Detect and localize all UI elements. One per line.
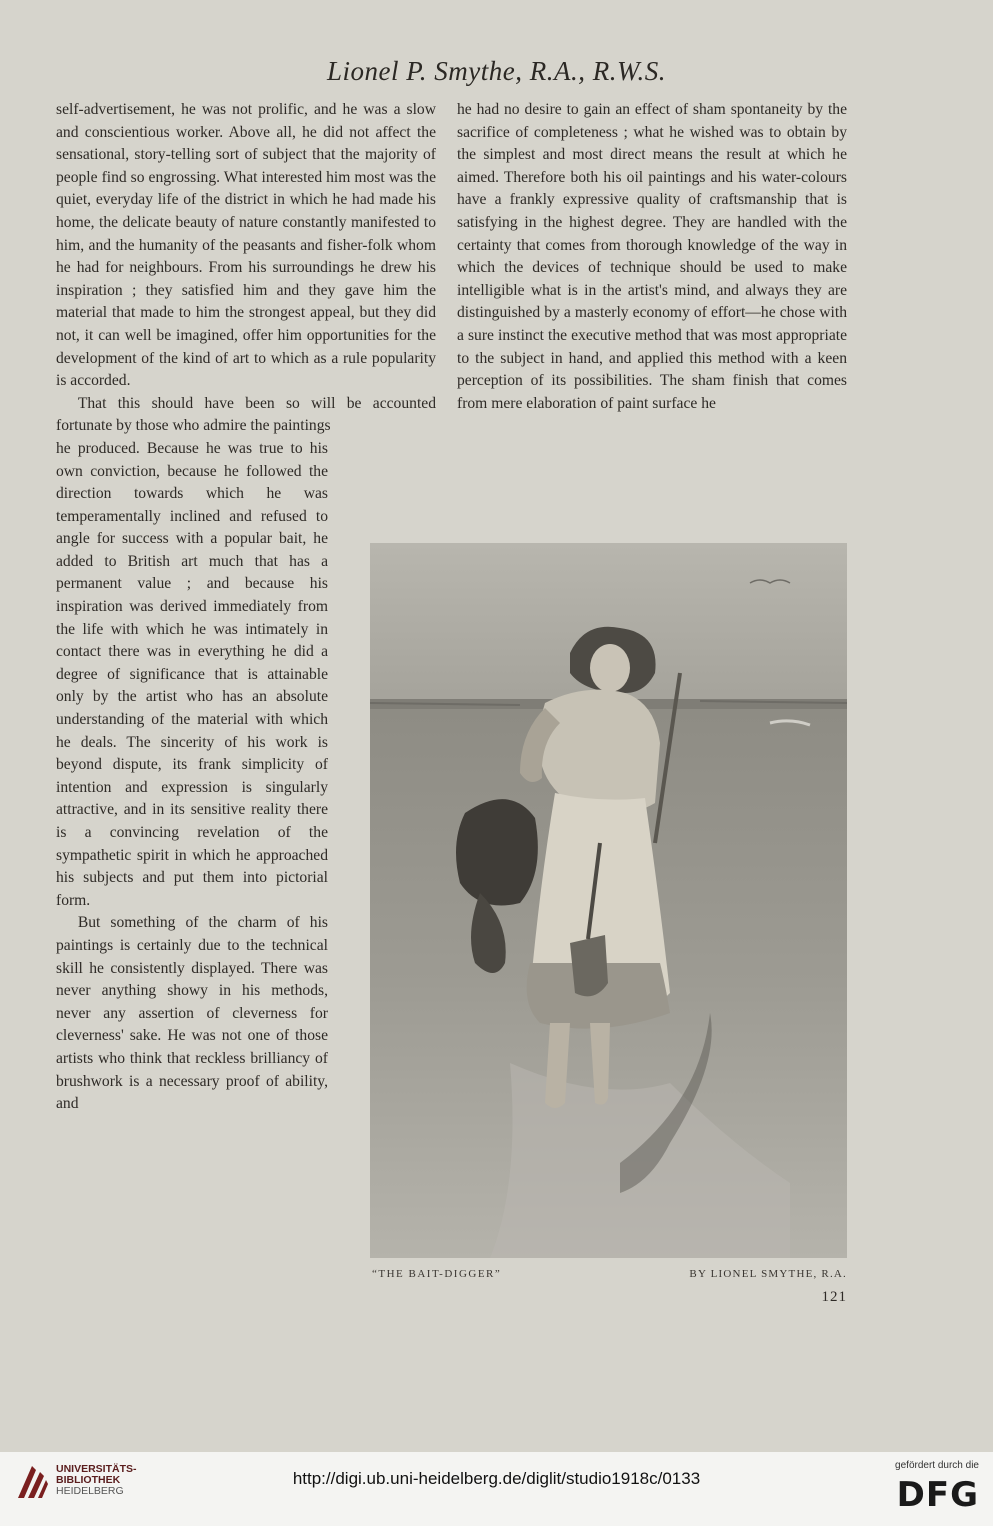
bait-bag xyxy=(456,799,538,905)
girl-face xyxy=(590,644,630,692)
sponsor-label: gefördert durch die xyxy=(895,1460,979,1471)
right-paragraph-1: he had no desire to gain an effect of sham spontaneity by the sacrifice of completeness ; what he wished was to obtain by the simplest and most direct means the result at which he aimed. Therefore both his oil paintings and his water-colours have a frankly expressive quality of craftsmanship that is satisfying in the highest degree. They are handled with the certainty that comes from thorough knowledge of the way in which the devices of technique should be used to make intelligible what is in the artist's mind, and always they are distinguished by a masterly economy of effort—he chose with a sure instinct the executive method that was most appropriate to the subject in hand, and applied this method with a keen perception of its possibilities. The sham finish that comes from mere elaboration of paint surface he xyxy=(457,101,847,412)
plate-caption-title: “THE BAIT-DIGGER” xyxy=(372,1268,502,1280)
sponsor-block xyxy=(869,1460,979,1515)
painting-plate-bait-digger xyxy=(370,543,847,1258)
left-paragraph-2-wrapped: he produced. Because he was true to his own conviction, because he followed the direction towards which he was temperamentally inclined and refused to angle for success with a popular bait, he added to British art much that has a permanent value ; and because his inspiration was derived immediately from the life with which he was intimately in contact there was in everything he did a degree of significance that is attainable only by the artist who has an absolute understanding of the material with which he deals. The sincerity of his work is beyond dispute, its frank simplicity of intention and expression is singularly attractive, and in its sensitive reality there is a convincing revelation of the sympathetic spirit in which he approached his subjects and put them into pictorial form. xyxy=(56,439,328,909)
left-paragraph-2-full-width: That this should have been so will be accounted fortunate by those who admire the paintings xyxy=(56,394,436,435)
spade-blade xyxy=(570,935,608,996)
dfg-logo: DFG xyxy=(896,1475,979,1515)
left-paragraph-1: self-advertisement, he was not prolific, and he was a slow and conscientious worker. Above all, he did not affect the sensational, story-telling sort of subject that the majority of people find so engrossing. What interested him most was the quiet, everyday life of the district in which he had made his home, the delicate beauty of nature constantly manifested to him, and the humanity of the peasants and fisher-folk whom he had for neighbours. From his surroundings he drew his inspiration ; they satisfied him and they gave him the material that made to him the strongest appeal, but they did not, it can well be imagined, offer him opportunities for the development of the kind of art to which as a rule popularity is accorded. xyxy=(56,101,436,390)
digitization-footer xyxy=(0,1452,993,1526)
left-paragraph-3: But something of the charm of his paintings is certainly due to the technical skill he consistently displayed. There was never anything showy in his methods, never any assertion of cleverness for cleverness' sake. He was not one of those artists who think that reckless brilliancy of brushwork is a necessary proof of ability, and xyxy=(56,914,328,1113)
plate-caption-credit: BY LIONEL SMYTHE, R.A. xyxy=(689,1268,847,1280)
permalink-url[interactable]: http://digi.ub.uni-heidelberg.de/diglit/studio1918c/0133 xyxy=(292,1469,701,1488)
library-line-1: UNIVERSITÄTS- xyxy=(56,1463,137,1475)
page-number: 121 xyxy=(821,1289,847,1305)
right-column xyxy=(457,99,847,415)
running-head: Lionel P. Smythe, R.A., R.W.S. xyxy=(327,56,666,86)
library-line-3: HEIDELBERG xyxy=(56,1485,124,1497)
painting-illustration xyxy=(370,543,847,1258)
library-line-2: BIBLIOTHEK xyxy=(56,1474,121,1486)
